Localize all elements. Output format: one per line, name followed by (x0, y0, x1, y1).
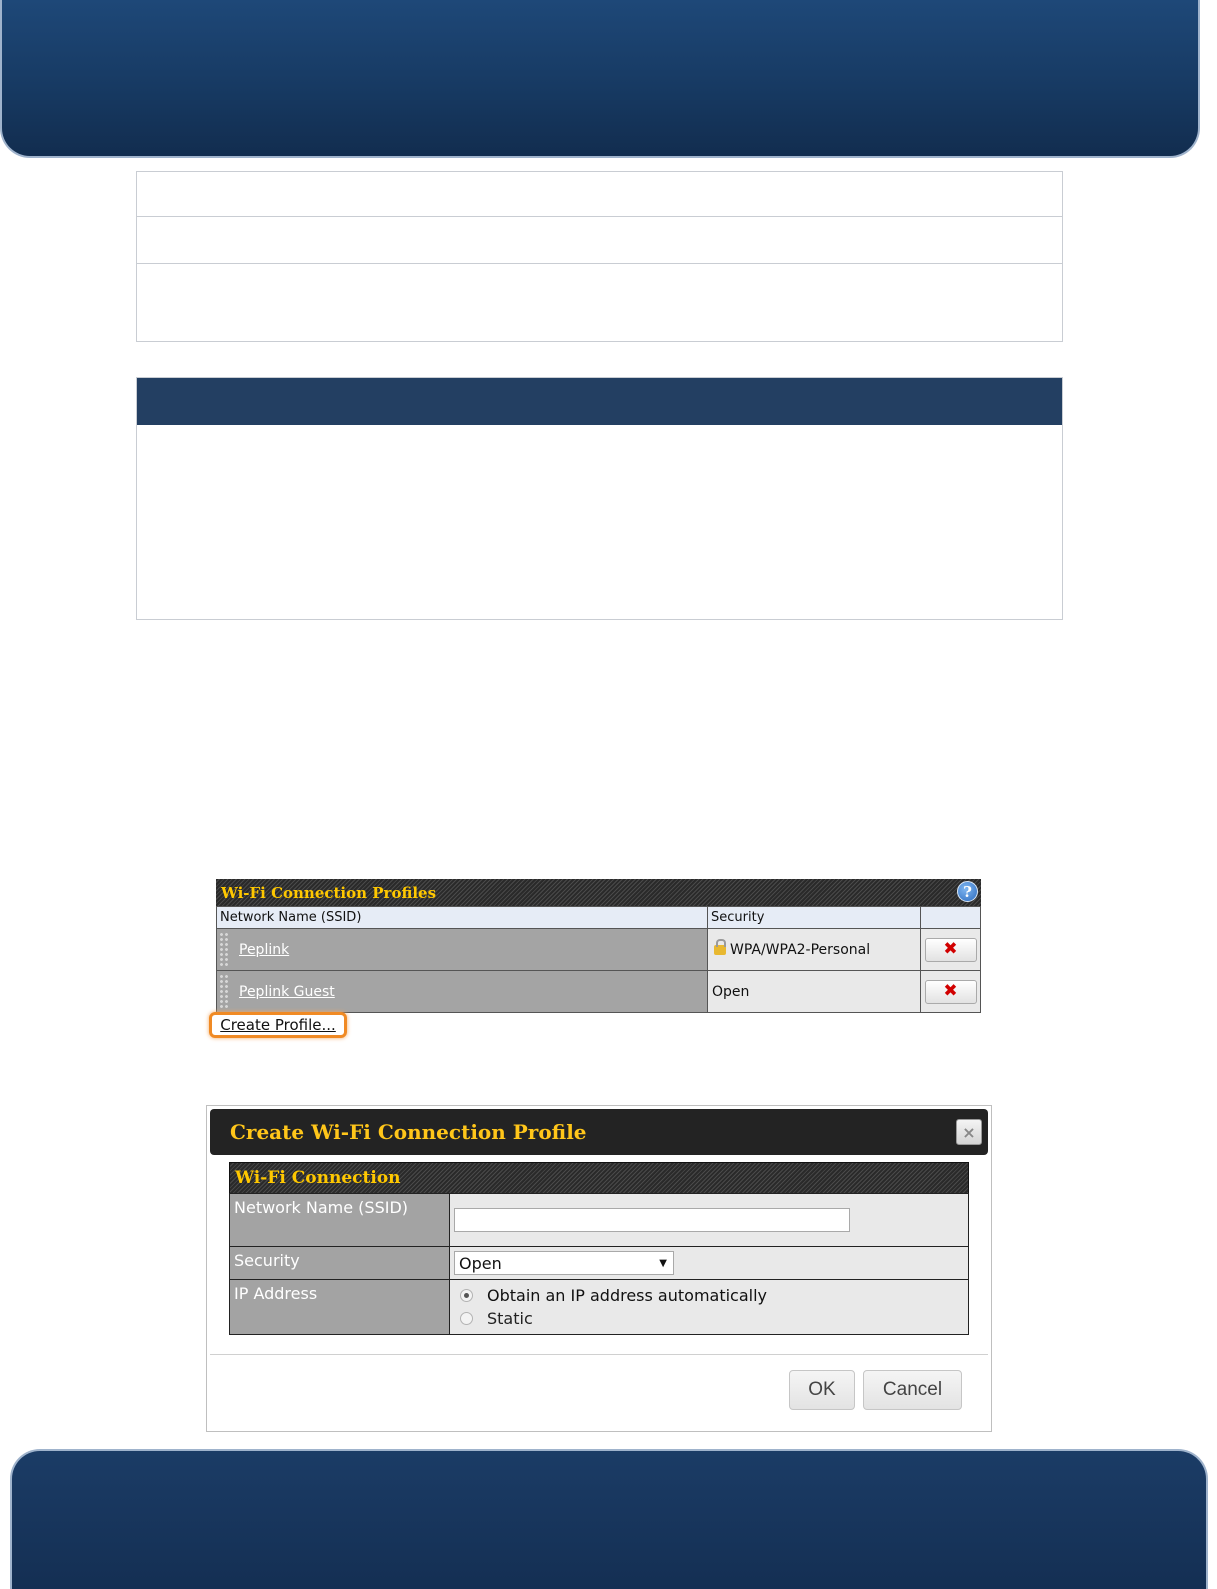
security-select[interactable] (454, 1251, 674, 1275)
profiles-table-title: Wi-Fi Connection Profiles (221, 883, 437, 902)
create-profile-link[interactable]: Create Profile... (220, 1016, 336, 1034)
section-header (229, 1162, 969, 1193)
drag-handle-icon[interactable] (219, 932, 229, 967)
column-header-actions (921, 907, 981, 929)
wifi-connection-form (229, 1162, 969, 1335)
header-banner (0, 0, 1200, 158)
footer-banner (10, 1449, 1208, 1589)
lock-icon (714, 945, 726, 955)
form-row-ssid (230, 1194, 969, 1247)
dialog-title: Create Wi-Fi Connection Profile (230, 1120, 587, 1144)
security-cell (708, 971, 921, 1013)
action-cell (921, 929, 981, 971)
ok-button[interactable]: OK (789, 1370, 855, 1410)
action-cell (921, 971, 981, 1013)
wifi-profiles-table (216, 879, 981, 1013)
security-value: Open (712, 983, 750, 1000)
ssid-cell (217, 971, 708, 1013)
radio-label: Static (487, 1309, 533, 1328)
panel-header-bar (137, 378, 1062, 425)
delete-button[interactable]: ✖ (925, 980, 977, 1004)
cancel-button[interactable]: Cancel (863, 1370, 962, 1410)
radio-label: Obtain an IP address automatically (487, 1286, 768, 1305)
column-header-security: Security (708, 907, 921, 929)
security-value: WPA/WPA2-Personal (730, 941, 871, 958)
form-row-ip (230, 1280, 969, 1335)
ssid-input[interactable] (454, 1208, 850, 1232)
ip-address-value-cell (450, 1280, 969, 1335)
delete-button[interactable]: ✖ (925, 938, 977, 962)
blank-info-panel (136, 171, 1063, 342)
dropdown-arrow-icon: ▼ (659, 1257, 667, 1269)
ip-address-label: IP Address (230, 1280, 450, 1335)
radio-option-static[interactable] (454, 1307, 964, 1330)
section-title: Wi-Fi Connection (235, 1168, 401, 1188)
create-profile-link-highlight (209, 1012, 347, 1038)
create-profile-dialog (206, 1105, 992, 1432)
security-label: Security (230, 1247, 450, 1280)
panel-row (137, 217, 1062, 264)
ssid-cell (217, 929, 708, 971)
ssid-value-cell (450, 1194, 969, 1247)
help-icon[interactable]: ? (957, 881, 978, 902)
radio-button[interactable] (460, 1312, 473, 1325)
dialog-title-bar (210, 1109, 988, 1155)
column-header-ssid: Network Name (SSID) (217, 907, 708, 929)
table-row (217, 929, 981, 971)
ssid-label: Network Name (SSID) (230, 1194, 450, 1247)
profiles-table-header (216, 879, 981, 906)
close-icon[interactable]: × (956, 1119, 982, 1145)
dialog-divider (210, 1354, 988, 1355)
profile-link[interactable]: Peplink (239, 941, 290, 958)
panel-row (137, 172, 1062, 217)
blank-section-panel (136, 377, 1063, 620)
security-cell (708, 929, 921, 971)
radio-button-checked[interactable] (460, 1289, 473, 1302)
form-row-security (230, 1247, 969, 1280)
security-selected-value: Open (459, 1253, 502, 1273)
security-value-cell (450, 1247, 969, 1280)
drag-handle-icon[interactable] (219, 974, 229, 1009)
table-row (217, 971, 981, 1013)
radio-option-dhcp[interactable] (454, 1284, 964, 1307)
profile-link[interactable]: Peplink Guest (239, 983, 335, 1000)
